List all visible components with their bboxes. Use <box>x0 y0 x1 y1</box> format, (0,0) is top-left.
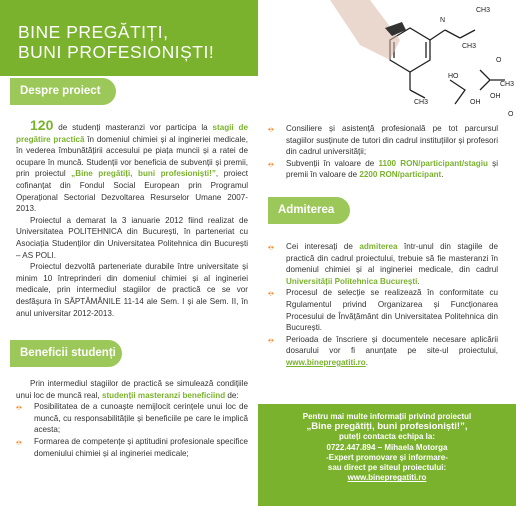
section-tab-admiterea: Admiterea <box>268 197 350 224</box>
admiterea-bullet-2: •:• Procesul de selecție se realizează în conformitate cu Rgulamentul privind Organizarea și Funcționarea Procesului de Învățământ din Universitatea Politehnica din București. <box>268 288 498 333</box>
beneficii-bullet-2: •:• Formarea de competențe și aptitudini profesionale specifice domeniului chimiei și al ingineriei medicale; <box>16 436 248 458</box>
molecule-illustration <box>330 0 516 120</box>
molecule-label: N <box>440 17 446 24</box>
despre-p3: Proiectul dezvoltă parteneriate durabile între universitate și minim 10 întreprinderi din domeniul chimiei și al ingineriei medicale, prin intermediul stagiilor de practică ce se vor desfășura în SĂPTĂMÂNILE 11-14 ale Sem. I și ale Sem. II, în anul universitar 2012-2013. <box>16 262 248 318</box>
title-line-1: BINE PREGĂTIȚI, <box>18 22 169 42</box>
despre-text <box>16 117 249 319</box>
molecule-label: OH <box>490 93 501 100</box>
bullet-icon: •:• <box>268 125 273 134</box>
despre-p1: 120 de studenți masteranzi vor participa la stagii de pregătire practică în domeniul chimiei și al ingineriei medicale, în vederea îmbunătățirii accesului pe piața muncii și a ratei de ocupare în muncă. Studenții vor beneficia de subvenții și premii, prin proiectul „Bine pregătiți, buni profesioniști!”, proiect cofinanțat din Fondul Social European prin Programul Operațional Sectorial Dezvoltarea Resurselor Umane 2007-2013. <box>16 117 249 214</box>
contact-line-6: sau direct pe siteul proiectului: <box>327 463 447 473</box>
title-banner <box>0 0 258 76</box>
title-line-2: BUNI PROFESIONIȘTI! <box>18 42 215 62</box>
beneficii-bullet-1: •:• Posibilitatea de a cunoaște nemijlocit cerințele unui loc de muncă, cu responsabilitățile și beneficiile pe care le implică acesta; <box>16 402 248 435</box>
admiterea-text <box>268 241 498 369</box>
contact-box <box>258 404 516 506</box>
bullet-icon: •:• <box>268 159 273 169</box>
section-tab-despre: Despre proiect <box>10 78 116 105</box>
right-benefits-text <box>268 123 498 181</box>
bullet-icon: •:• <box>268 243 273 252</box>
molecule-label: CH3 <box>462 43 477 50</box>
contact-line-3: puteți contacta echipa la: <box>338 432 436 442</box>
section-tab-beneficii: Beneficii studenți <box>10 340 122 367</box>
contact-project-name: „Bine pregătiți, buni profesioniști!”, <box>306 421 468 433</box>
molecule-label: CH3 <box>500 81 515 88</box>
molecule-label: CH3 <box>414 99 429 106</box>
right-bullet-2: •:• Subvenții în valoare de 1100 RON/participant/stagiu și premii în valoare de 2200 RON/participant. <box>268 158 499 180</box>
beneficii-intro: Prin intermediul stagiilor de practică se simulează condițiile unui loc de muncă real, studenții masteranzi beneficiind de: <box>16 379 248 400</box>
bullet-icon: •:• <box>16 437 21 447</box>
bullet-icon: •:• <box>268 335 273 345</box>
molecule-label: HO <box>448 73 459 80</box>
right-bullet-1: •:• Consiliere și asistență profesională pe tot parcursul stagiilor susținute de tutori din cadrul instituțiilor și profesori din cadrul universității; <box>268 124 498 157</box>
molecule-label: CH3 <box>476 7 491 14</box>
contact-line-1: Pentru mai multe informații privind proiectul <box>302 412 472 421</box>
molecule-label: O <box>508 111 514 118</box>
website-link[interactable]: www.binepregatiti.ro <box>286 357 366 367</box>
footer-website-link[interactable]: www.binepregatiti.ro <box>347 473 427 483</box>
admiterea-bullet-1: •:• Cei interesați de admiterea într-unul din stagiile de practică din cadrul proiectului, trebuie să fie masteranzi în domeniul chimiei și al ingineriei medicale, din cadrul Universității Politehnica București. <box>268 242 498 286</box>
admiterea-bullet-3: •:• Perioada de înscriere și documentele necesare aplicării dosarului vor fi anunțate pe site-ul proiectului, www.binepregatiti.ro. <box>268 334 498 367</box>
molecule-label: OH <box>470 99 481 106</box>
beneficii-text <box>16 378 248 459</box>
bullet-icon: •:• <box>16 403 21 413</box>
contact-role: -Expert promovare și informare- <box>326 452 448 462</box>
contact-phone: 0722.447.894 – Mihaela Motorga <box>326 442 448 452</box>
despre-p2: Proiectul a demarat la 3 ianuarie 2012 fiind realizat de Universitatea POLITEHNICA din București, în parteneriat cu Asociația Studenților din Universitatea Politehnica din București – AS POLI. <box>16 215 248 260</box>
student-count: 120 <box>30 117 54 133</box>
bullet-icon: •:• <box>268 289 273 299</box>
molecule-label: O <box>496 57 502 64</box>
